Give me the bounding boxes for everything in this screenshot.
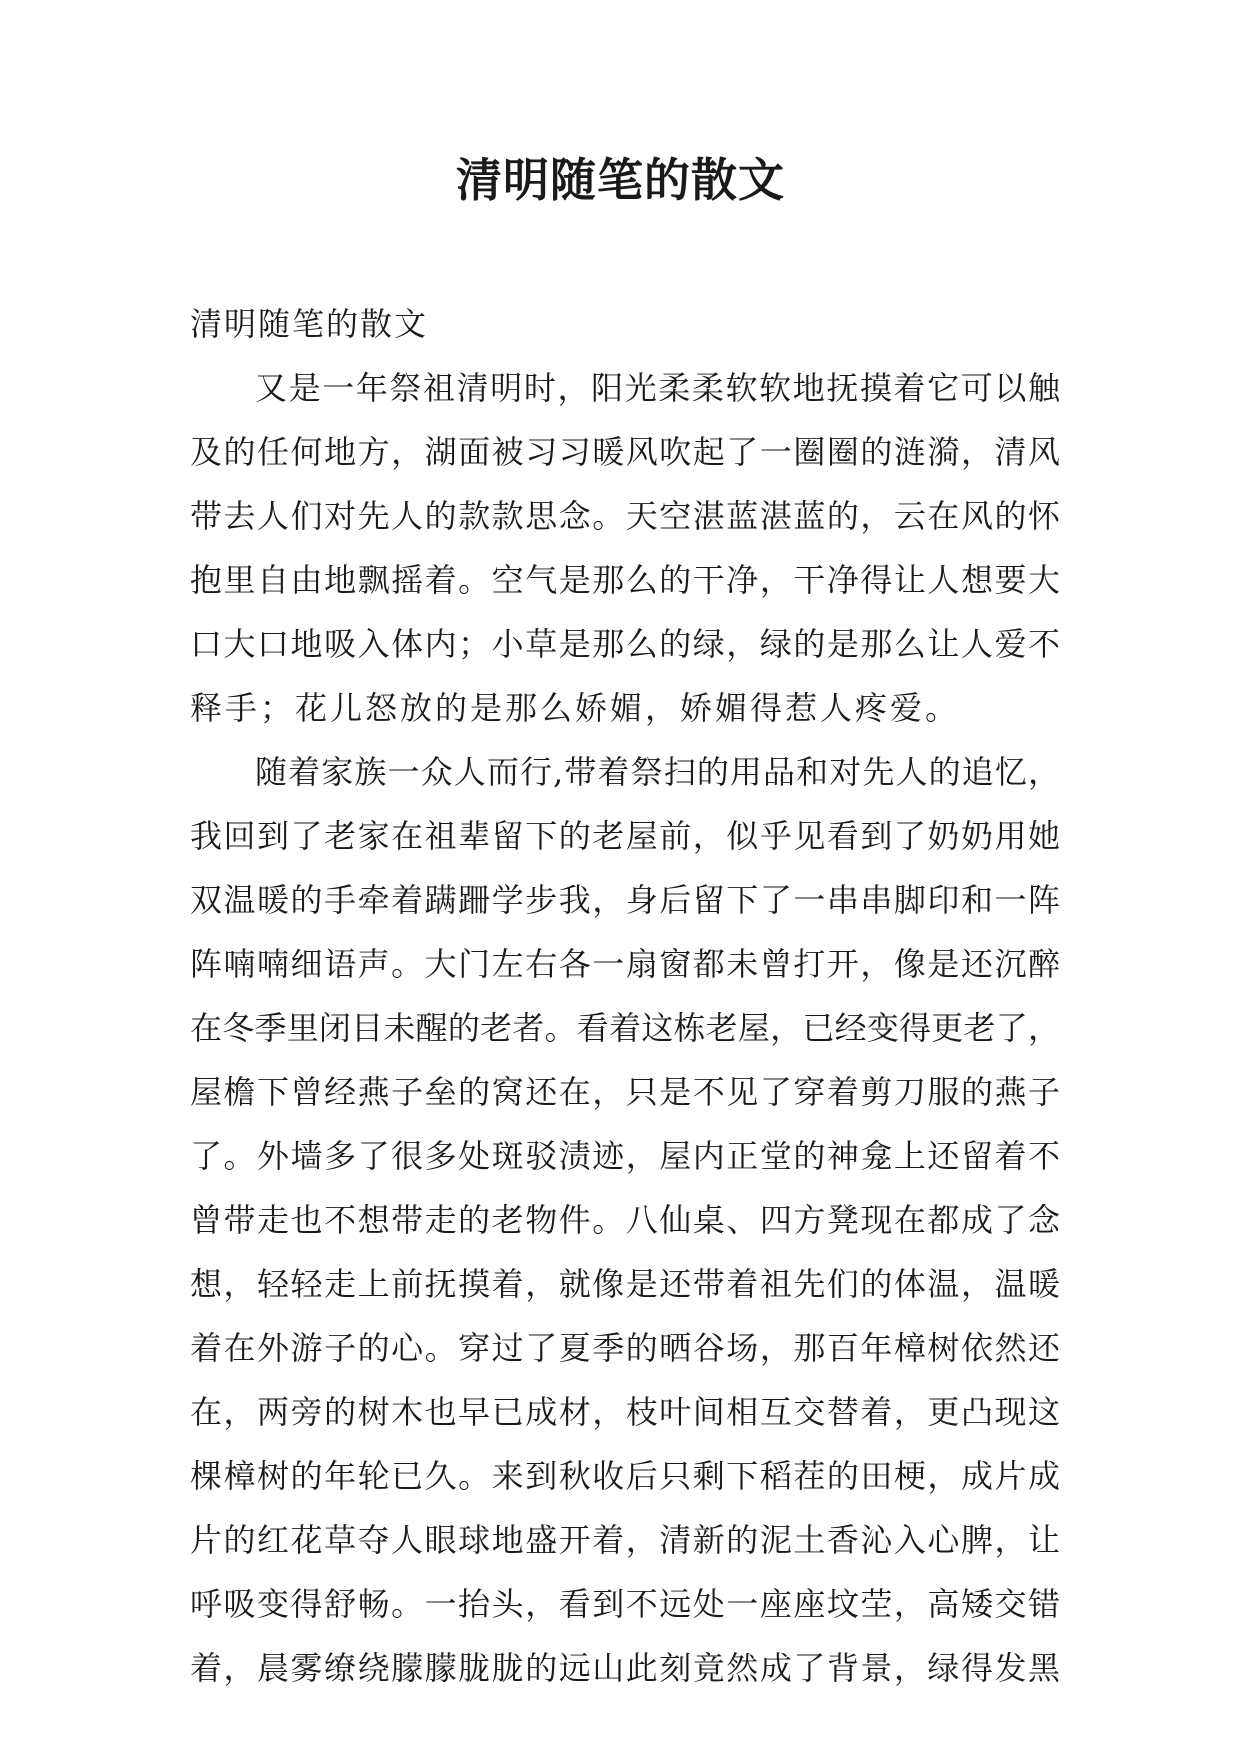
document-subtitle: 清明随笔的散文 (190, 305, 429, 343)
paragraph-1-line-1: 又是一年祭祖清明时，阳光柔柔软软地抚摸着它可以触 (255, 369, 1060, 407)
paragraph-2-line-1: 随着家族一众人而行,带着祭扫的用品和对先人的追忆， (255, 753, 1060, 791)
paragraph-1-line-3: 带去人们对先人的款款思念。天空湛蓝湛蓝的，云在风的怀 (190, 497, 1060, 535)
paragraph-2-line-15: 着，晨雾缭绕朦朦胧胧的远山此刻竟然成了背景，绿得发黑 (190, 1649, 1060, 1687)
paragraph-2-line-13: 片的红花草夺人眼球地盛开着，清新的泥土香沁入心脾，让 (190, 1521, 1060, 1559)
paragraph-1-line-6: 释手；花儿怒放的是那么娇媚，娇媚得惹人疼爱。 (190, 689, 961, 727)
paragraph-2-line-3: 双温暖的手牵着蹒跚学步我，身后留下了一串串脚印和一阵 (190, 881, 1060, 919)
paragraph-2-line-4: 阵喃喃细语声。大门左右各一扇窗都未曾打开，像是还沉醉 (190, 945, 1060, 983)
document-body (190, 292, 1060, 1700)
paragraph-2-line-12: 棵樟树的年轮已久。来到秋收后只剩下稻茬的田梗，成片成 (190, 1457, 1060, 1495)
paragraph-2-line-5: 在冬季里闭目未醒的老者。看着这栋老屋，已经变得更老了， (190, 1009, 1060, 1047)
paragraph-2-line-10: 着在外游子的心。穿过了夏季的晒谷场，那百年樟树依然还 (190, 1329, 1060, 1367)
paragraph-2-line-7: 了。外墙多了很多处斑驳渍迹，屋内正堂的神龛上还留着不 (190, 1137, 1060, 1175)
paragraph-2-line-11: 在，两旁的树木也早已成材，枝叶间相互交替着，更凸现这 (190, 1393, 1060, 1431)
paragraph-2-line-14: 呼吸变得舒畅。一抬头，看到不远处一座座坟茔，高矮交错 (190, 1585, 1060, 1623)
paragraph-2-line-2: 我回到了老家在祖辈留下的老屋前，似乎见看到了奶奶用她 (190, 817, 1060, 855)
paragraph-2-line-6: 屋檐下曾经燕子垒的窝还在，只是不见了穿着剪刀服的燕子 (190, 1073, 1060, 1111)
paragraph-1-line-4: 抱里自由地飘摇着。空气是那么的干净，干净得让人想要大 (190, 561, 1060, 599)
paragraph-2-line-9: 想，轻轻走上前抚摸着，就像是还带着祖先们的体温，温暖 (190, 1265, 1060, 1303)
paragraph-1-line-5: 口大口地吸入体内；小草是那么的绿，绿的是那么让人爱不 (190, 625, 1060, 663)
paragraph-1-line-2: 及的任何地方，湖面被习习暖风吹起了一圈圈的涟漪，清风 (190, 433, 1060, 471)
document-title: 清明随笔的散文 (456, 153, 785, 207)
paragraph-2-line-8: 曾带走也不想带走的老物件。八仙桌、四方凳现在都成了念 (190, 1201, 1060, 1239)
